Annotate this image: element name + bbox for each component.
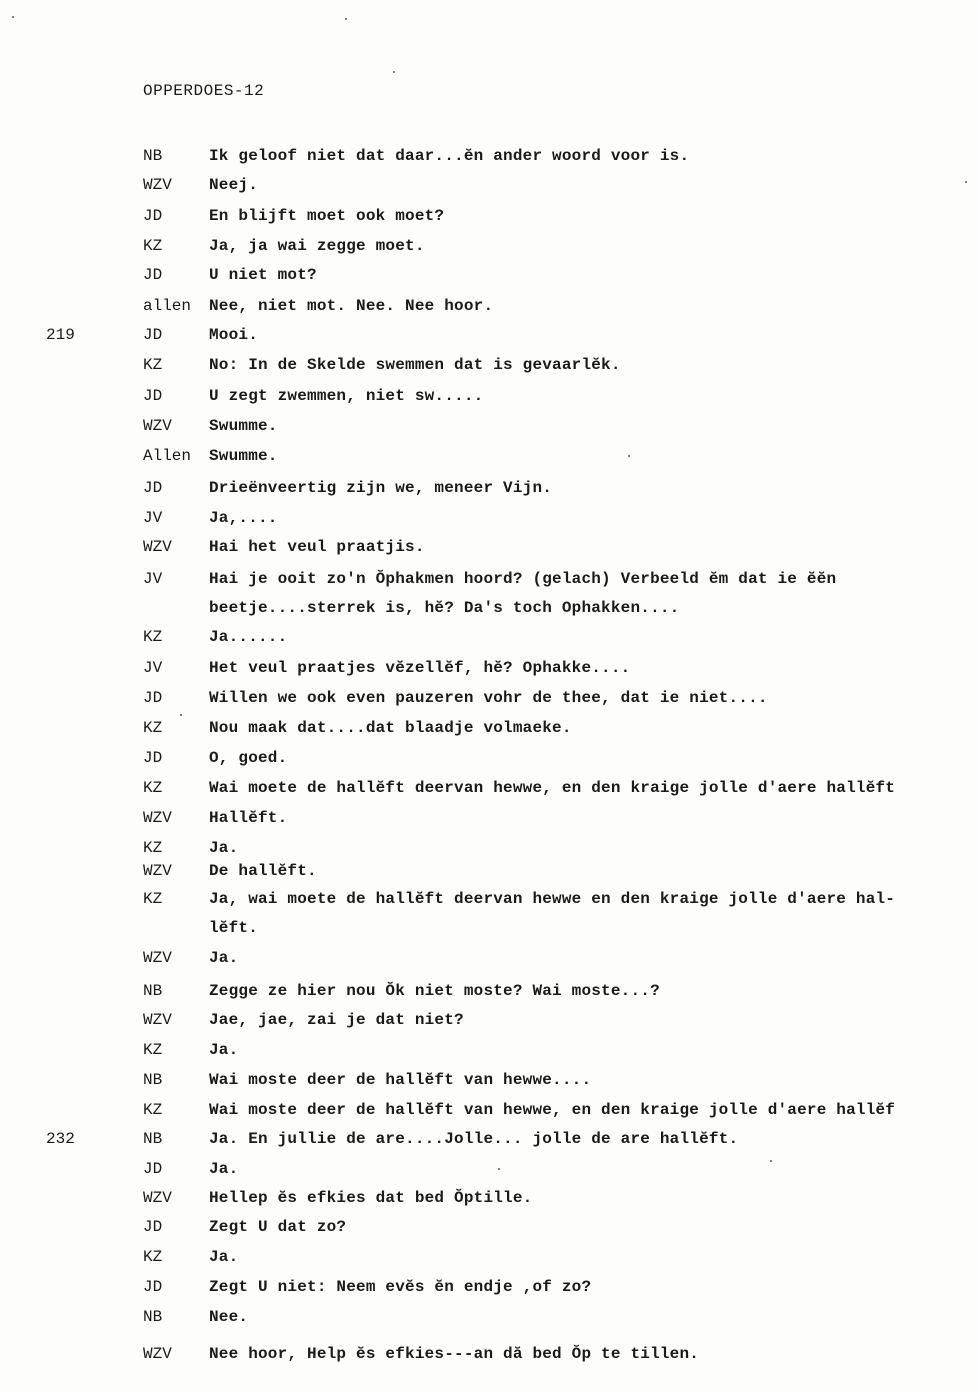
utterance-text: lĕft.: [209, 919, 259, 937]
paper-speck: [393, 71, 395, 73]
transcript-line: [0, 655, 979, 681]
transcript-line: [0, 595, 979, 621]
speaker-code: JD: [143, 326, 163, 344]
transcript-line: [0, 805, 979, 831]
speaker-code: WZV: [143, 1011, 172, 1029]
utterance-text: De hallĕft.: [209, 862, 317, 880]
transcript-line: [0, 352, 979, 378]
speaker-code: WZV: [143, 1345, 172, 1363]
transcript-line: [0, 858, 979, 884]
utterance-text: En blijft moet ook moet?: [209, 207, 445, 225]
speaker-code: NB: [143, 1308, 163, 1326]
transcript-line: [0, 945, 979, 971]
transcript-line: [0, 1007, 979, 1033]
speaker-code: WZV: [143, 809, 172, 827]
utterance-text: Nou maak dat....dat blaadje volmaeke.: [209, 719, 572, 737]
speaker-code: JD: [143, 1278, 163, 1296]
speaker-code: JV: [143, 509, 163, 527]
speaker-code: KZ: [143, 1248, 163, 1266]
speaker-code: KZ: [143, 237, 163, 255]
utterance-text: O, goed.: [209, 749, 288, 767]
utterance-text: Ja.: [209, 1160, 239, 1178]
transcript-line: [0, 1097, 979, 1123]
speaker-code: KZ: [143, 628, 163, 646]
speaker-code: KZ: [143, 839, 163, 857]
utterance-text: Mooi.: [209, 326, 259, 344]
speaker-code: KZ: [143, 1101, 163, 1119]
utterance-text: Zegt U niet: Neem evĕs ĕn endje ,of zo?: [209, 1278, 592, 1296]
speaker-code: JD: [143, 1218, 163, 1236]
paper-speck: [345, 18, 347, 20]
speaker-code: JD: [143, 387, 163, 405]
transcript-line: [0, 443, 979, 469]
utterance-text: Het veul praatjes vĕzellĕf, hĕ? Ophakke....: [209, 659, 631, 677]
utterance-text: Jae, jae, zai je dat niet?: [209, 1011, 464, 1029]
transcript-line: [0, 624, 979, 650]
speaker-code: JD: [143, 749, 163, 767]
utterance-text: Nee hoor, Help ĕs efkies---an dă bed Ŏp te tillen.: [209, 1345, 700, 1363]
transcript-line: [0, 262, 979, 288]
transcript-line: [0, 505, 979, 531]
speaker-code: KZ: [143, 356, 163, 374]
speaker-code: JD: [143, 207, 163, 225]
page-header: OPPERDOES-12: [143, 82, 265, 100]
utterance-text: Ja.: [209, 839, 239, 857]
transcript-line: [0, 1067, 979, 1093]
utterance-text: Hai je ooit zo'n Ŏphakmen hoord? (gelach) Verbeeld ĕm dat ie ĕĕn: [209, 570, 837, 588]
utterance-text: Ja......: [209, 628, 288, 646]
utterance-text: Nee, niet mot. Nee. Nee hoor.: [209, 297, 494, 315]
utterance-text: Drieënveertig zijn we, meneer Vijn.: [209, 479, 553, 497]
speaker-code: WZV: [143, 417, 172, 435]
speaker-code: KZ: [143, 719, 163, 737]
utterance-text: Hallĕft.: [209, 809, 288, 827]
paper-speck: [965, 181, 967, 183]
utterance-text: Ja.: [209, 1248, 239, 1266]
utterance-text: Neej.: [209, 176, 259, 194]
transcript-line: [0, 775, 979, 801]
transcript-line: [0, 566, 979, 592]
transcript-line: [0, 203, 979, 229]
transcript-line: [0, 534, 979, 560]
speaker-code: WZV: [143, 1189, 172, 1207]
transcript-line: [0, 293, 979, 319]
paper-speck: [770, 1160, 772, 1162]
utterance-text: Swumme.: [209, 447, 278, 465]
transcript-line: [0, 322, 979, 348]
speaker-code: JD: [143, 689, 163, 707]
speaker-code: NB: [143, 1130, 163, 1148]
transcript-line: [0, 1274, 979, 1300]
transcript-line: [0, 172, 979, 198]
speaker-code: WZV: [143, 176, 172, 194]
transcript-line: [0, 886, 979, 912]
utterance-text: Wai moste deer de hallĕft van hewwe, en den kraige jolle d'aere hallĕf: [209, 1101, 896, 1119]
paper-speck: [180, 714, 182, 716]
utterance-text: Ja. En jullie de are....Jolle... jolle de are hallĕft.: [209, 1130, 739, 1148]
transcript-line: [0, 413, 979, 439]
speaker-code: KZ: [143, 779, 163, 797]
line-number: 219: [46, 326, 75, 344]
transcript-line: [0, 383, 979, 409]
line-number: 232: [46, 1130, 75, 1148]
speaker-code: JV: [143, 570, 163, 588]
paper-speck: [498, 1168, 500, 1170]
utterance-text: Ja, ja wai zegge moet.: [209, 237, 425, 255]
speaker-code: JV: [143, 659, 163, 677]
transcript-line: [0, 143, 979, 169]
utterance-text: No: In de Skelde swemmen dat is gevaarlĕk.: [209, 356, 621, 374]
utterance-text: Zegge ze hier nou Ŏk niet moste? Wai moste...?: [209, 982, 660, 1000]
transcript-line: [0, 1214, 979, 1240]
transcript-line: [0, 915, 979, 941]
speaker-code: allen: [143, 297, 192, 315]
speaker-code: KZ: [143, 890, 163, 908]
transcript-line: [0, 233, 979, 259]
utterance-text: Wai moste deer de hallĕft van hewwe....: [209, 1071, 592, 1089]
speaker-code: JD: [143, 1160, 163, 1178]
transcript-line: [0, 1341, 979, 1367]
utterance-text: beetje....sterrek is, hĕ? Da's toch Ophakken....: [209, 599, 680, 617]
transcript-line: [0, 1037, 979, 1063]
paper-speck: [12, 16, 14, 18]
transcript-line: [0, 1156, 979, 1182]
transcript-line: [0, 685, 979, 711]
speaker-code: JD: [143, 479, 163, 497]
utterance-text: Zegt U dat zo?: [209, 1218, 347, 1236]
speaker-code: NB: [143, 982, 163, 1000]
speaker-code: JD: [143, 266, 163, 284]
utterance-text: U zegt zwemmen, niet sw.....: [209, 387, 484, 405]
utterance-text: Ja, wai moete de hallĕft deervan hewwe en den kraige jolle d'aere hal-: [209, 890, 896, 908]
speaker-code: WZV: [143, 538, 172, 556]
speaker-code: Allen: [143, 447, 192, 465]
transcript-line: [0, 1126, 979, 1152]
speaker-code: WZV: [143, 949, 172, 967]
transcript-line: [0, 715, 979, 741]
speaker-code: KZ: [143, 1041, 163, 1059]
utterance-text: Willen we ook even pauzeren vohr de thee, dat ie niet....: [209, 689, 768, 707]
speaker-code: WZV: [143, 862, 172, 880]
utterance-text: Nee.: [209, 1308, 249, 1326]
speaker-code: NB: [143, 147, 163, 165]
utterance-text: Swumme.: [209, 417, 278, 435]
utterance-text: Ja.: [209, 949, 239, 967]
utterance-text: Ja.: [209, 1041, 239, 1059]
utterance-text: Ik geloof niet dat daar...ĕn ander woord voor is.: [209, 147, 690, 165]
transcript-line: [0, 745, 979, 771]
transcript-line: [0, 978, 979, 1004]
utterance-text: Ja,....: [209, 509, 278, 527]
utterance-text: Hai het veul praatjis.: [209, 538, 425, 556]
speaker-code: NB: [143, 1071, 163, 1089]
transcript-line: [0, 475, 979, 501]
transcript-line: [0, 1304, 979, 1330]
paper-speck: [628, 455, 630, 457]
transcript-line: [0, 1185, 979, 1211]
utterance-text: Wai moete de hallĕft deervan hewwe, en den kraige jolle d'aere hallĕft: [209, 779, 896, 797]
utterance-text: U niet mot?: [209, 266, 317, 284]
transcript-line: [0, 1244, 979, 1270]
utterance-text: Hellep ĕs efkies dat bed Ŏptille.: [209, 1189, 533, 1207]
